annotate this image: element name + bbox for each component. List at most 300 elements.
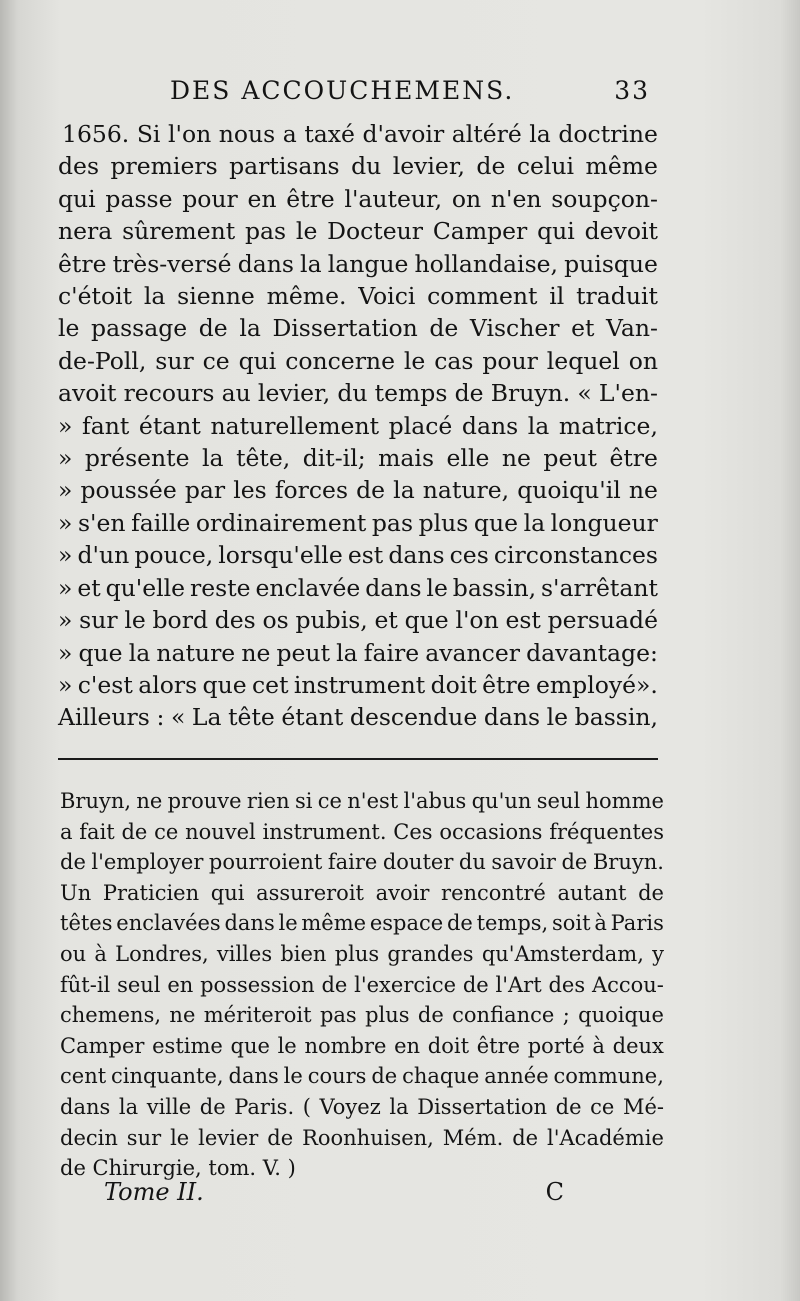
word: temps	[374, 379, 448, 408]
word: même	[301, 911, 367, 936]
word: dit-il;	[302, 444, 366, 473]
word: faire	[363, 638, 420, 667]
word: l'employer	[91, 850, 204, 875]
word: pourroient	[208, 850, 323, 875]
word: rencontré	[441, 880, 546, 905]
word: levier,	[257, 379, 331, 408]
footnote-line	[60, 1092, 664, 1123]
word: Paris.	[234, 1094, 295, 1119]
word: ne	[501, 444, 531, 473]
footnote-line	[60, 786, 664, 817]
footnote-rule	[58, 758, 658, 760]
word: tête,	[236, 444, 291, 473]
word: cet	[252, 670, 289, 699]
word: de	[462, 972, 489, 997]
word: lequel	[546, 346, 620, 375]
word: de	[321, 972, 348, 997]
word: os	[262, 606, 289, 635]
word: »	[58, 508, 73, 537]
word: de	[454, 379, 484, 408]
word: des	[214, 606, 256, 635]
word: ne	[136, 789, 163, 813]
word: seul	[536, 789, 581, 813]
word: 1656.	[62, 120, 130, 148]
word: employé».	[535, 670, 658, 699]
word: soit	[552, 911, 591, 936]
word: l'on	[455, 606, 499, 635]
main-text	[58, 118, 658, 734]
word: on	[628, 346, 658, 375]
footnote-line	[60, 1031, 664, 1062]
word: et	[77, 573, 101, 602]
word: Bruyn.	[490, 379, 571, 408]
word: des	[58, 152, 100, 181]
word: douter	[382, 850, 454, 875]
word: ne	[628, 476, 658, 505]
footnote-line	[60, 1000, 664, 1031]
word: qu'elle	[105, 573, 186, 602]
word: la	[527, 411, 550, 440]
word: plus	[365, 1003, 410, 1028]
word: ce	[590, 1094, 615, 1119]
word: dans	[237, 249, 294, 278]
word: mais	[378, 444, 435, 473]
word: à	[94, 941, 107, 966]
word: alors	[138, 670, 198, 699]
word: plus	[334, 941, 380, 966]
word: taxé	[304, 120, 355, 148]
word: Dissertation	[272, 314, 418, 343]
word: dans	[60, 1094, 111, 1119]
word: ce	[202, 346, 230, 375]
word: Ces	[393, 819, 433, 844]
word: recours	[123, 379, 215, 408]
word: davantage:	[526, 638, 658, 667]
footnote-line	[60, 908, 664, 939]
word: forces	[274, 476, 349, 505]
word: cas	[434, 346, 474, 375]
word: mériteroit	[203, 1003, 312, 1028]
word: nombre	[304, 1033, 387, 1058]
text-line	[58, 118, 658, 150]
word: étant	[281, 703, 344, 732]
word: occasions	[439, 819, 543, 844]
word: sur	[155, 346, 194, 375]
word: peut	[543, 444, 597, 473]
word: temps,	[476, 911, 549, 936]
word: l'Académie	[547, 1125, 664, 1150]
word: soupçon-	[551, 184, 658, 213]
text-line	[58, 377, 658, 409]
text-line	[58, 474, 658, 506]
word: a	[282, 120, 297, 148]
word: pubis,	[295, 606, 368, 635]
word: possession	[200, 972, 315, 997]
word: longueur	[550, 508, 658, 537]
word: comment	[427, 282, 538, 311]
word: la	[128, 638, 151, 667]
word: Mé-	[622, 1094, 664, 1119]
word: la	[393, 476, 415, 505]
word: Bruyn.	[592, 850, 664, 875]
text-line	[58, 442, 658, 474]
word: que	[202, 670, 247, 699]
word: »	[58, 476, 73, 505]
word: puisque	[564, 249, 658, 278]
word: il	[549, 282, 565, 311]
word: avoit	[58, 379, 117, 408]
word: confiance	[452, 1003, 555, 1028]
word: dans	[483, 703, 541, 732]
footnote-line	[60, 878, 664, 909]
word: s'arrêtant	[541, 573, 658, 602]
word: ces	[449, 541, 489, 570]
word: Voyez	[319, 1094, 381, 1119]
word: ce	[317, 789, 342, 813]
word: faille	[131, 508, 191, 537]
word: par	[184, 476, 226, 505]
word: l'on	[167, 120, 212, 148]
word: assureroit	[256, 880, 364, 905]
word: pouce,	[134, 541, 214, 570]
text-line	[58, 215, 658, 247]
word: »	[58, 573, 73, 602]
word: ordinairement	[195, 508, 367, 537]
word: Voici	[358, 282, 416, 311]
word: faire	[327, 850, 378, 875]
word: premiers	[110, 152, 218, 181]
word: qui	[58, 184, 96, 213]
word: Accou-	[591, 972, 664, 997]
word: Van-	[606, 314, 658, 343]
word: chaque	[402, 1064, 480, 1089]
word: qu'un	[471, 789, 532, 813]
word: de	[121, 819, 148, 844]
signature-line	[104, 1178, 564, 1212]
word: Camper	[60, 1033, 145, 1058]
word: »	[58, 411, 73, 440]
word: qui	[210, 880, 245, 905]
word: passe	[105, 184, 173, 213]
word: deux	[612, 1033, 664, 1058]
word: le	[426, 573, 448, 602]
word: ville	[146, 1094, 192, 1119]
word: à	[592, 1033, 605, 1058]
word: Docteur	[327, 217, 424, 246]
word: en	[247, 184, 277, 213]
word: «	[577, 379, 592, 408]
word: avancer	[425, 638, 520, 667]
word: au	[221, 379, 251, 408]
word: bassin,	[452, 573, 537, 602]
word: Un	[60, 880, 92, 905]
word: pour	[482, 346, 538, 375]
word: que	[473, 508, 518, 537]
word: Si	[136, 120, 161, 148]
word: «	[170, 703, 186, 732]
footnote-line: de Chirurgie, tom. V. )	[60, 1156, 296, 1181]
word: doit	[430, 670, 477, 699]
word: de	[356, 476, 386, 505]
word: decin	[60, 1125, 118, 1150]
word: très-versé	[112, 249, 232, 278]
word: Paris	[610, 911, 664, 936]
word: doit	[427, 1033, 470, 1058]
word: lorsqu'elle	[218, 541, 343, 570]
word: bassin,	[574, 703, 658, 732]
word: être	[58, 249, 107, 278]
text-line	[58, 150, 658, 182]
text-line	[58, 604, 658, 636]
word: et	[374, 606, 398, 635]
word: en	[394, 1033, 421, 1058]
word: Mém.	[442, 1125, 504, 1150]
footnote-line	[60, 1123, 664, 1154]
word: pas	[371, 508, 414, 537]
word: que	[78, 638, 123, 667]
word: »	[58, 541, 73, 570]
word: doctrine	[558, 120, 658, 148]
word: être	[609, 444, 658, 473]
word: être	[482, 670, 531, 699]
word: nera	[58, 217, 113, 246]
word: c'est	[77, 670, 133, 699]
word: est	[347, 541, 384, 570]
footnote-text	[60, 786, 664, 1184]
word: de	[417, 1003, 444, 1028]
word: la	[202, 444, 224, 473]
word: instrument	[293, 670, 426, 699]
word: matrice,	[558, 411, 658, 440]
running-head	[162, 76, 650, 110]
word: de-Poll,	[58, 346, 147, 375]
word: l'auteur,	[344, 184, 443, 213]
word: on	[451, 184, 482, 213]
word: être	[476, 1033, 521, 1058]
word: ce	[154, 819, 179, 844]
word: nous	[218, 120, 276, 148]
word: naturellement	[210, 411, 380, 440]
footnote-line	[60, 939, 664, 970]
word: fait	[79, 819, 115, 844]
word: traduit	[576, 282, 658, 311]
word: »	[58, 444, 73, 473]
word: la	[239, 314, 261, 343]
word: quoiqu'il	[517, 476, 621, 505]
text-line	[58, 248, 658, 280]
word: placé	[388, 411, 453, 440]
word: le	[170, 1125, 190, 1150]
word: y	[652, 941, 664, 966]
word: est	[505, 606, 541, 635]
word: de	[429, 314, 459, 343]
word: même.	[266, 282, 347, 311]
text-line	[58, 183, 658, 215]
word: les	[233, 476, 267, 505]
word: levier	[198, 1125, 259, 1150]
word: dans	[461, 411, 519, 440]
word: dans	[365, 573, 422, 602]
word: la	[143, 282, 166, 311]
word: tête	[228, 703, 275, 732]
word: seul	[117, 972, 161, 997]
word: langue	[327, 249, 409, 278]
word: Roonhuisen,	[302, 1125, 434, 1150]
word: porté	[527, 1033, 585, 1058]
word: qui	[537, 217, 575, 246]
word: hollandaise,	[414, 249, 559, 278]
word: chemens,	[60, 1003, 162, 1028]
word: la	[118, 1094, 139, 1119]
word: »	[58, 670, 73, 699]
word: à	[594, 911, 607, 936]
word: Bruyn,	[60, 789, 132, 813]
word: circonstances	[493, 541, 658, 570]
footnote-line	[60, 847, 664, 878]
word: têtes	[60, 911, 113, 936]
word: de	[476, 152, 506, 181]
word: qui	[238, 346, 277, 375]
word: sur	[79, 606, 118, 635]
word: autant	[557, 880, 627, 905]
word: fréquentes	[549, 819, 664, 844]
word: le	[278, 911, 298, 936]
word: de	[555, 1094, 582, 1119]
word: de	[512, 1125, 539, 1150]
word: Camper	[432, 217, 528, 246]
word: présente	[84, 444, 190, 473]
word: étant	[138, 411, 201, 440]
text-line	[58, 669, 658, 701]
word: nature	[156, 638, 236, 667]
word: poussée	[80, 476, 177, 505]
word: la	[336, 638, 358, 667]
word: grandes	[387, 941, 474, 966]
word: que	[404, 606, 449, 635]
word: cours	[307, 1064, 367, 1089]
word: L'en-	[598, 379, 658, 408]
word: nature,	[422, 476, 510, 505]
word: a	[60, 819, 73, 844]
word: de	[446, 911, 473, 936]
footnote-line	[60, 817, 664, 848]
word: le	[403, 346, 426, 375]
word: enclavée	[255, 573, 361, 602]
word: l'Art	[495, 972, 542, 997]
word: de	[199, 1094, 226, 1119]
word: fût-il	[60, 972, 111, 997]
word: la	[300, 249, 322, 278]
word: passage	[91, 314, 188, 343]
word: ne	[241, 638, 271, 667]
word: La	[191, 703, 222, 732]
word: nouvel	[185, 819, 256, 844]
word: le	[58, 314, 80, 343]
word: commune,	[553, 1064, 664, 1089]
word: Vischer	[469, 314, 560, 343]
word: la	[523, 508, 546, 537]
word: pour	[182, 184, 238, 213]
word: de	[561, 850, 588, 875]
word: sienne	[177, 282, 255, 311]
text-line	[58, 701, 658, 733]
word: fant	[82, 411, 130, 440]
text-line	[58, 312, 658, 344]
word: d'un	[77, 541, 130, 570]
word: plus	[418, 508, 469, 537]
text-line	[58, 637, 658, 669]
word: (	[302, 1094, 311, 1119]
word: et	[571, 314, 595, 343]
word: le	[283, 1064, 303, 1089]
word: reste	[190, 573, 251, 602]
word: n'est	[347, 789, 399, 813]
word: de	[371, 1064, 398, 1089]
word: être	[286, 184, 335, 213]
word: Dissertation	[417, 1094, 548, 1119]
text-line	[58, 345, 658, 377]
word: de	[60, 850, 86, 875]
word: de	[267, 1125, 294, 1150]
word: si	[294, 789, 313, 813]
word: ne	[169, 1003, 196, 1028]
word: Ailleurs	[58, 703, 150, 732]
word: n'en	[490, 184, 542, 213]
word: pas	[245, 217, 287, 246]
word: bord	[152, 606, 208, 635]
word: enclavées	[116, 911, 221, 936]
word: l'exercice	[354, 972, 457, 997]
footnote-line	[60, 1061, 664, 1092]
word: du	[337, 379, 368, 408]
volume-label: Tome II.	[104, 1178, 204, 1206]
word: bien	[280, 941, 327, 966]
word: d'avoir	[362, 120, 445, 148]
word: savoir	[491, 850, 556, 875]
text-line	[58, 507, 658, 539]
word: le	[546, 703, 569, 732]
word: »	[58, 606, 73, 635]
text-line	[58, 539, 658, 571]
signature-mark: C	[545, 1178, 564, 1206]
word: ;	[562, 1003, 570, 1028]
word: estime	[152, 1033, 223, 1058]
text-line	[58, 280, 658, 312]
word: descendue	[349, 703, 478, 732]
word: espace	[369, 911, 444, 936]
word: elle	[446, 444, 490, 473]
word: la	[529, 120, 551, 148]
word: c'étoit	[58, 282, 133, 311]
word: de	[198, 314, 228, 343]
word: même	[585, 152, 658, 181]
word: :	[156, 703, 165, 732]
word: que	[230, 1033, 270, 1058]
word: persuadé	[547, 606, 658, 635]
word: cinquante,	[111, 1064, 224, 1089]
word: s'en	[77, 508, 126, 537]
word: des	[548, 972, 586, 997]
word: rien	[246, 789, 290, 813]
word: devoit	[584, 217, 658, 246]
page-number: 33	[614, 76, 650, 105]
word: Londres,	[115, 941, 209, 966]
word: de	[638, 880, 664, 905]
word: cent	[60, 1064, 107, 1089]
word: dans	[388, 541, 445, 570]
word: du	[458, 850, 486, 875]
word: dans	[228, 1064, 279, 1089]
